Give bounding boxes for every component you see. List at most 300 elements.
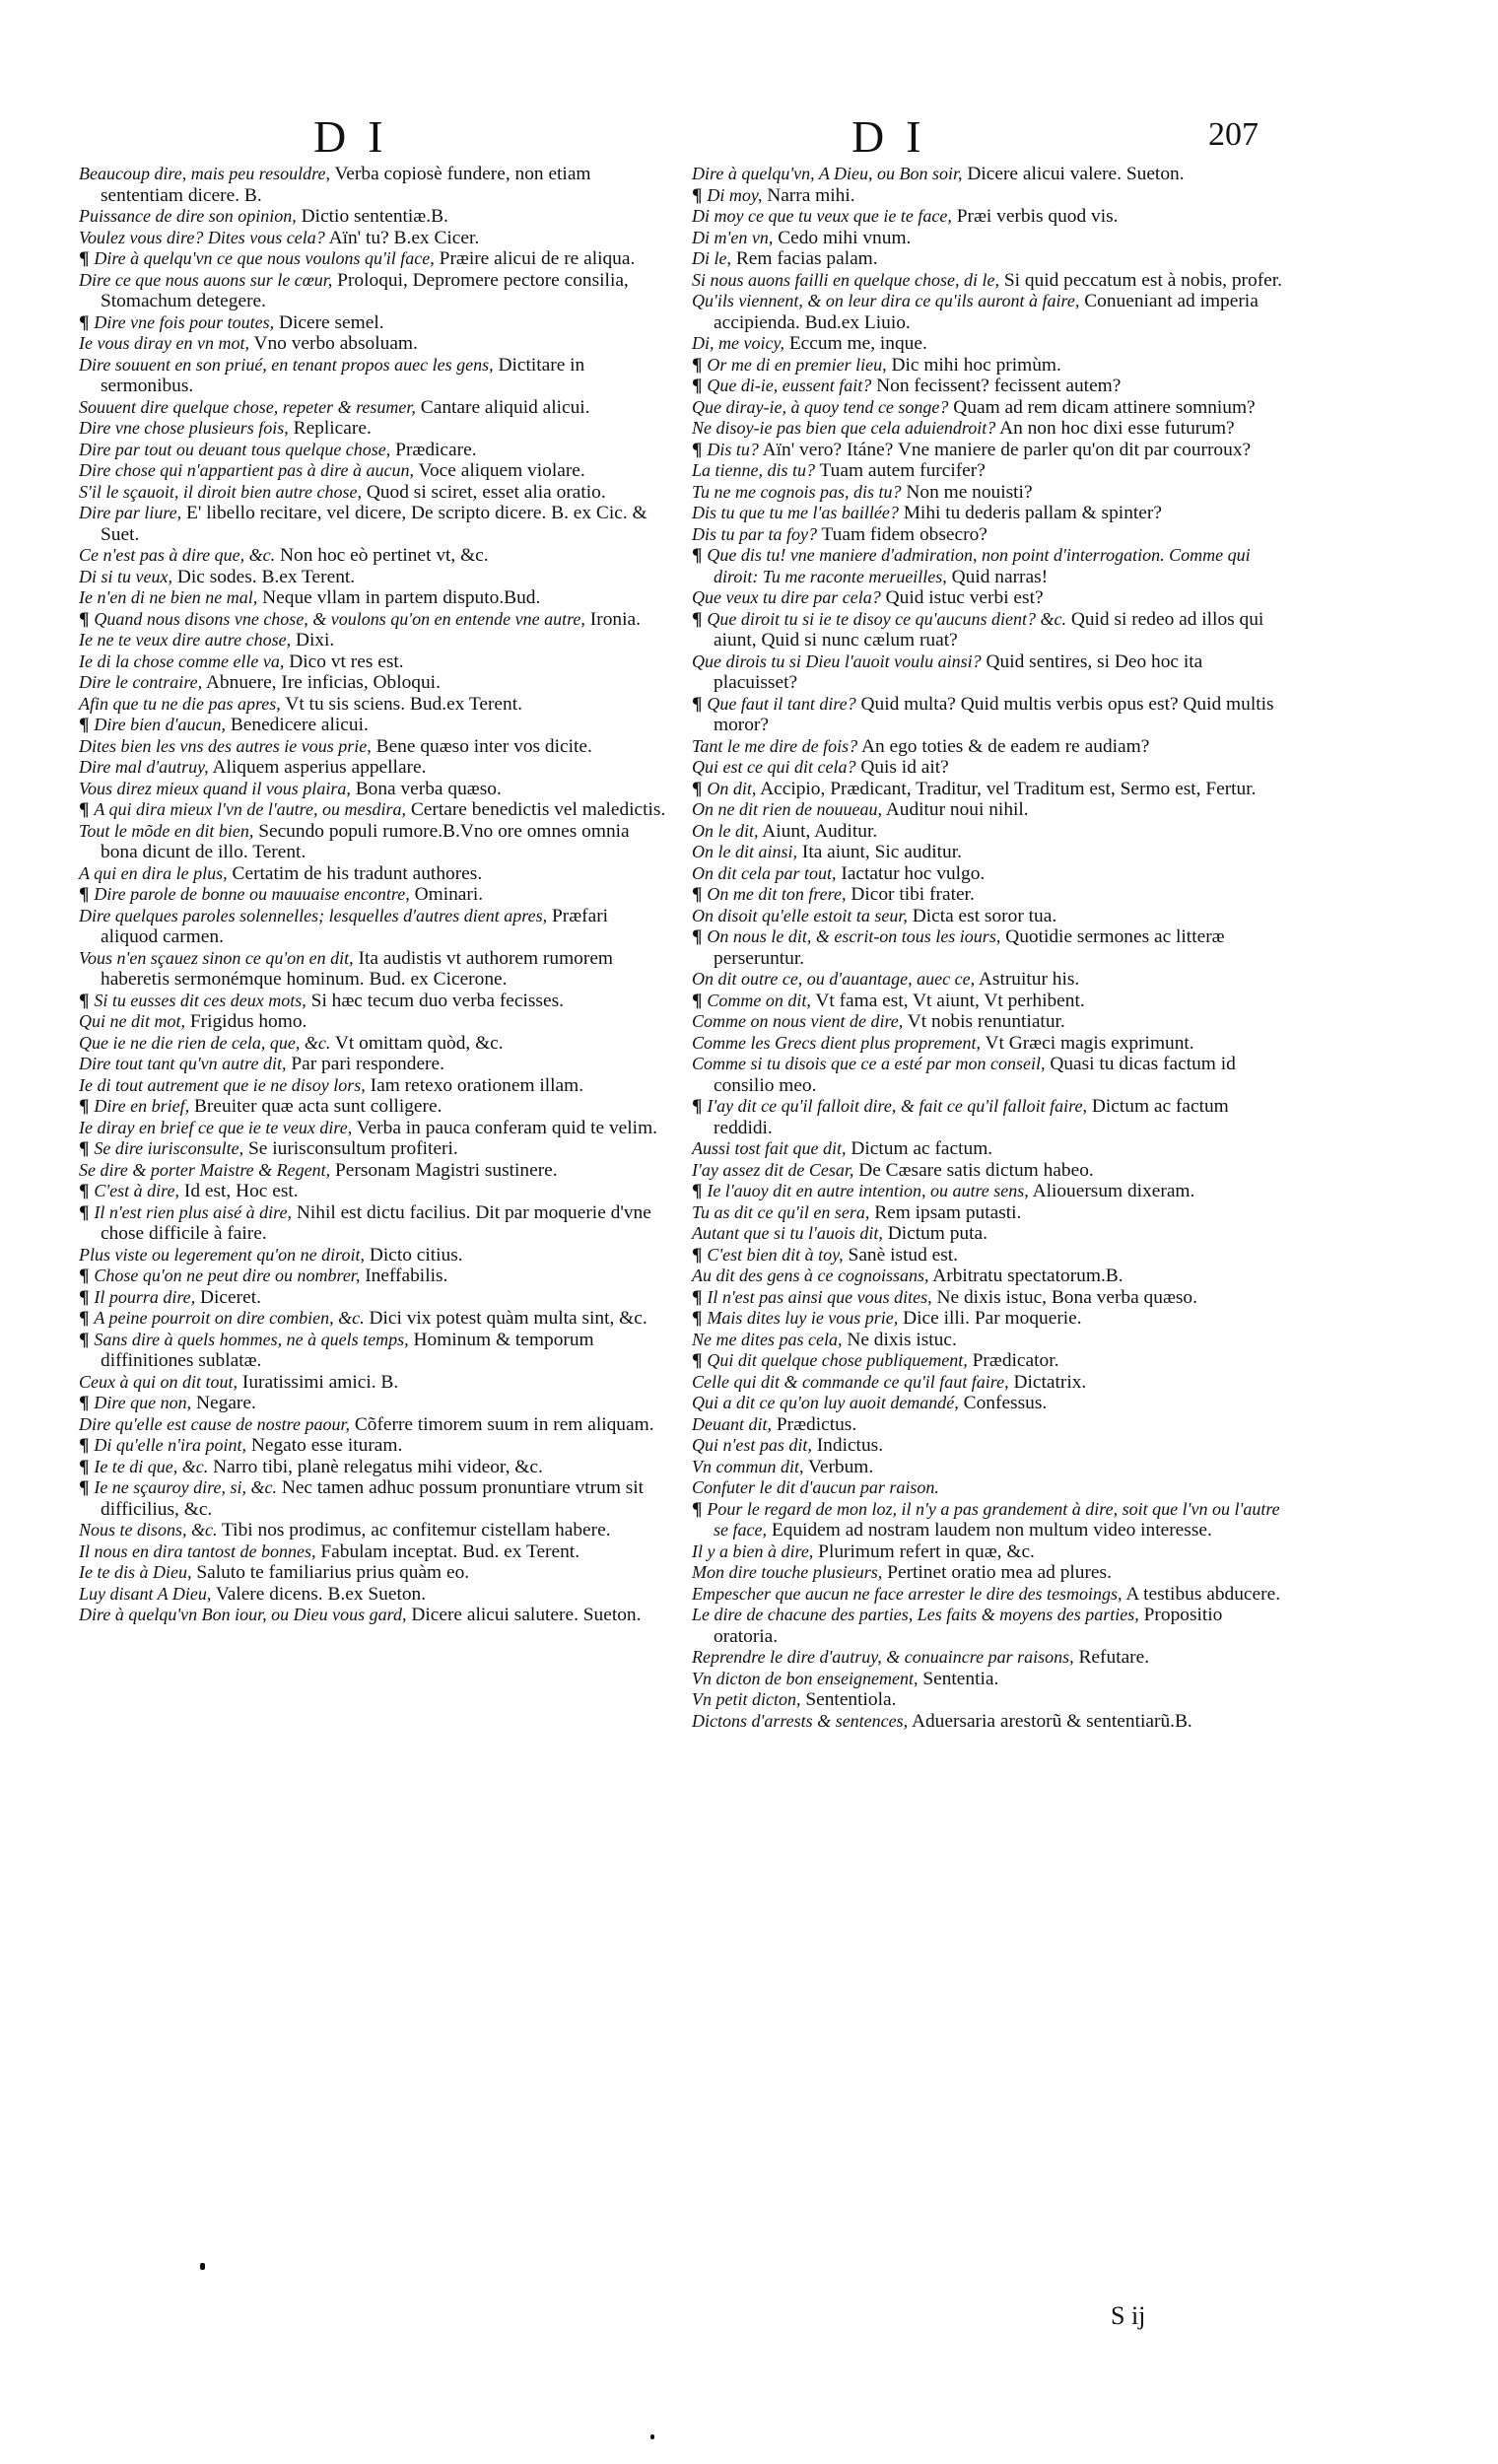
latin-equivalent: Equidem ad nostram laudem non multum video interesse. xyxy=(771,1520,1212,1540)
pilcrow-mark: ¶ xyxy=(79,1286,95,1308)
latin-equivalent: Confessus. xyxy=(963,1393,1048,1413)
french-phrase: Di m'en vn, xyxy=(692,227,774,247)
signature-mark: S ij xyxy=(1111,2301,1146,2330)
pilcrow-mark: ¶ xyxy=(692,1096,708,1117)
pilcrow-mark: ¶ xyxy=(79,1138,95,1159)
latin-equivalent: Dictitare in sermonibus. xyxy=(101,354,585,396)
dictionary-entry xyxy=(79,1414,670,1436)
dictionary-entry xyxy=(692,1330,1283,1351)
latin-equivalent: Dictum ac factum reddidi. xyxy=(714,1096,1229,1138)
latin-equivalent: Præi verbis quod vis. xyxy=(956,206,1119,227)
french-phrase: Dire en brief, xyxy=(94,1096,190,1116)
latin-equivalent: Quid multa? Quid multis verbis opus est? Quid multis moror? xyxy=(714,693,1274,735)
french-phrase: Qui a dit ce qu'on luy auoit demandé, xyxy=(692,1393,959,1412)
dictionary-entry xyxy=(692,991,1283,1012)
dictionary-entry xyxy=(79,694,670,716)
dictionary-entry xyxy=(692,842,1283,863)
dictionary-entry xyxy=(79,1372,670,1394)
dictionary-entry xyxy=(79,206,670,228)
dictionary-entry xyxy=(692,1669,1283,1690)
dictionary-entry xyxy=(692,969,1283,991)
latin-equivalent: Aliquem asperius appellare. xyxy=(212,757,427,778)
french-phrase: Ne me dites pas cela, xyxy=(692,1329,843,1349)
pilcrow-mark: ¶ xyxy=(692,1498,708,1520)
dictionary-entry xyxy=(692,587,1283,609)
latin-equivalent: Quasi tu dicas factum id consilio meo. xyxy=(714,1054,1236,1096)
french-phrase: Dire quelques paroles solennelles; lesquelles d'autres dient apres, xyxy=(79,905,548,925)
latin-equivalent: Saluto te familiarius prius quàm eo. xyxy=(196,1562,470,1583)
latin-equivalent: Mihi tu dederis pallam & spinter? xyxy=(903,503,1162,523)
french-phrase: Il n'est pas ainsi que vous dites, xyxy=(707,1286,932,1307)
pilcrow-mark: ¶ xyxy=(692,884,708,905)
latin-equivalent: Eccum me, inque. xyxy=(788,333,927,354)
french-phrase: Reprendre le dire d'autruy, & conuaincre par raisons, xyxy=(692,1647,1074,1667)
latin-equivalent: Dicor tibi frater. xyxy=(851,884,975,905)
french-phrase: Voulez vous dire? Dites vous cela? xyxy=(79,227,325,247)
latin-equivalent: Dixi. xyxy=(295,630,335,650)
french-phrase: Dire souuent en son priué, en tenant propos auec les gens, xyxy=(79,354,494,375)
french-phrase: Ie ne sçauroy dire, si, &c. xyxy=(94,1477,277,1497)
pilcrow-mark: ¶ xyxy=(692,1181,708,1201)
pilcrow-mark: ¶ xyxy=(79,311,95,333)
latin-equivalent: Quotidie sermones ac litteræ perseruntur. xyxy=(714,926,1225,969)
latin-equivalent: Par pari respondere. xyxy=(291,1054,444,1074)
dictionary-entry xyxy=(79,545,670,567)
dictionary-entry xyxy=(79,587,670,609)
french-phrase: Dire à quelqu'vn, A Dieu, ou Bon soir, xyxy=(692,164,963,183)
pilcrow-mark: ¶ xyxy=(692,1286,708,1308)
latin-equivalent: Ita aiunt, Sic auditur. xyxy=(801,842,962,862)
latin-equivalent: A testibus abducere. xyxy=(1125,1583,1281,1605)
pilcrow-mark: ¶ xyxy=(692,376,708,396)
french-phrase: Que veux tu dire par cela? xyxy=(692,587,881,607)
french-phrase: Il pourra dire, xyxy=(94,1286,196,1307)
latin-equivalent: Nec tamen adhuc possum pronuntiare vtrum sit difficilius, &c. xyxy=(101,1477,645,1520)
dictionary-entry xyxy=(692,1605,1283,1647)
dictionary-entry xyxy=(692,1223,1283,1245)
french-phrase: Confuter le dit d'aucun par raison. xyxy=(692,1477,939,1497)
dictionary-entry xyxy=(79,1011,670,1033)
dictionary-entry xyxy=(79,1075,670,1097)
dictionary-entry xyxy=(79,440,670,461)
dictionary-entry xyxy=(692,503,1283,524)
french-phrase: Ie ne te veux dire autre chose, xyxy=(79,630,292,650)
french-phrase: Deuant dit, xyxy=(692,1413,772,1434)
latin-equivalent: Quid istuc verbi est? xyxy=(885,587,1044,608)
french-phrase: A peine pourroit on dire combien, &c. xyxy=(94,1308,365,1328)
latin-equivalent: Quid si redeo ad illos qui aiunt, Quid si nunc cælum ruat? xyxy=(714,608,1264,650)
dictionary-entry xyxy=(79,1096,670,1118)
latin-equivalent: Certare benedictis vel maledictis. xyxy=(410,799,666,820)
dictionary-entry xyxy=(79,609,670,631)
french-phrase: Dire à quelqu'vn Bon iour, ou Dieu vous gard, xyxy=(79,1605,407,1624)
french-phrase: C'est à dire, xyxy=(94,1181,180,1200)
french-phrase: Vous n'en sçauez sinon ce qu'on en dit, xyxy=(79,947,354,968)
dictionary-entry xyxy=(79,630,670,651)
french-phrase: Si nous auons failli en quelque chose, di le, xyxy=(692,269,999,290)
pilcrow-mark: ¶ xyxy=(79,248,95,269)
latin-equivalent: Vt tu sis sciens. Bud.ex Terent. xyxy=(285,693,522,715)
pilcrow-mark: ¶ xyxy=(79,1329,95,1350)
dictionary-entry xyxy=(692,1584,1283,1606)
french-phrase: Ie diray en brief ce que ie te veux dire, xyxy=(79,1117,353,1137)
latin-equivalent: Dic mihi hoc primùm. xyxy=(891,354,1061,376)
dictionary-entry xyxy=(79,1393,670,1414)
latin-equivalent: Sententia. xyxy=(922,1668,999,1689)
latin-equivalent: Hominum & temporum diffinitiones sublatæ. xyxy=(101,1329,594,1371)
latin-equivalent: Non fecissent? fecissent autem? xyxy=(876,376,1122,396)
latin-equivalent: Bona verba quæso. xyxy=(355,778,502,799)
latin-equivalent: Nihil est dictu facilius. Dit par moquerie d'vne chose difficile à faire. xyxy=(101,1201,651,1244)
french-phrase: On dit, xyxy=(707,778,757,798)
dictionary-entry xyxy=(79,228,670,249)
french-phrase: Le dire de chacune des parties, Les faits & moyens des parties, xyxy=(692,1605,1139,1624)
dictionary-entry xyxy=(79,418,670,440)
french-phrase: Vn dicton de bon enseignement, xyxy=(692,1668,919,1688)
french-phrase: Comme si tu disois que ce a esté par mon conseil, xyxy=(692,1054,1046,1073)
french-phrase: Tu as dit ce qu'il en sera, xyxy=(692,1201,870,1222)
latin-equivalent: Vt omittam quòd, &c. xyxy=(334,1032,504,1054)
latin-equivalent: Quid narras! xyxy=(951,566,1049,587)
french-phrase: Dis tu que tu me l'as baillée? xyxy=(692,503,899,522)
latin-equivalent: Benedicere alicui. xyxy=(230,715,369,735)
latin-equivalent: Secundo populi rumore.B.Vno ore omnes omnia bona dicunt de illo. Terent. xyxy=(101,820,630,862)
french-phrase: Di, me voicy, xyxy=(692,333,784,353)
latin-equivalent: Voce aliquem violare. xyxy=(418,460,585,481)
latin-equivalent: Iam retexo orationem illam. xyxy=(370,1074,584,1096)
latin-equivalent: Sententiola. xyxy=(805,1689,897,1710)
french-phrase: Dis tu par ta foy? xyxy=(692,523,818,544)
latin-equivalent: Aiunt, Auditur. xyxy=(762,820,878,842)
running-head-left: DI xyxy=(313,111,405,162)
french-phrase: Qu'ils viennent, & on leur dira ce qu'ils auront à faire, xyxy=(692,291,1080,310)
dictionary-entry xyxy=(692,1054,1283,1096)
latin-equivalent: De Cæsare satis dictum habeo. xyxy=(858,1159,1094,1181)
french-phrase: Quand nous disons vne chose, & voulons qu'on en entende vne autre, xyxy=(94,608,585,629)
latin-equivalent: Prædicare. xyxy=(395,439,477,460)
dictionary-entry xyxy=(692,757,1283,779)
latin-equivalent: Ominari. xyxy=(414,884,484,905)
dictionary-entry xyxy=(692,397,1283,419)
french-phrase: Se dire iurisconsulte, xyxy=(94,1138,244,1158)
french-phrase: Qui est ce qui dit cela? xyxy=(692,757,856,777)
french-phrase: On le dit ainsi, xyxy=(692,842,797,861)
french-phrase: Ie l'auoy dit en autre intention, ou autre sens, xyxy=(707,1181,1029,1200)
french-phrase: Ie di tout autrement que ie ne disoy lors, xyxy=(79,1074,366,1095)
dictionary-entry xyxy=(79,779,670,800)
pilcrow-mark: ¶ xyxy=(79,1181,95,1201)
french-phrase: Dire vne chose plusieurs fois, xyxy=(79,418,289,438)
latin-equivalent: Quid sentires, si Deo hoc ita placuisset? xyxy=(714,650,1203,693)
french-phrase: On dit outre ce, ou d'auantage, auec ce, xyxy=(692,969,976,989)
latin-equivalent: Tibi nos prodimus, ac confitemur cistellam habere. xyxy=(222,1520,611,1540)
dictionary-entry xyxy=(692,1541,1283,1563)
dictionary-entry xyxy=(692,736,1283,758)
french-phrase: Vn petit dicton, xyxy=(692,1689,801,1709)
french-phrase: Dire ce que nous auons sur le cœur, xyxy=(79,269,333,290)
french-phrase: Dire qu'elle est cause de nostre paour, xyxy=(79,1413,350,1434)
dictionary-entry xyxy=(79,651,670,673)
french-phrase: Or me di en premier lieu, xyxy=(707,354,887,375)
latin-equivalent: Personam Magistri sustinere. xyxy=(334,1159,558,1181)
pilcrow-mark: ¶ xyxy=(692,608,708,630)
dictionary-entry xyxy=(692,1350,1283,1372)
latin-equivalent: Dic sodes. B.ex Terent. xyxy=(176,566,356,587)
french-phrase: Tant le me dire de fois? xyxy=(692,735,858,756)
latin-equivalent: Præire alicui de re aliqua. xyxy=(439,248,636,269)
french-phrase: I'ay dit ce qu'il falloit dire, & fait ce qu'il falloit faire, xyxy=(707,1096,1087,1116)
dictionary-entry xyxy=(79,1181,670,1202)
french-phrase: Si tu eusses dit ces deux mots, xyxy=(94,990,306,1010)
french-phrase: Qui ne dit mot, xyxy=(79,1011,185,1031)
latin-equivalent: Dictum ac factum. xyxy=(851,1138,993,1159)
latin-equivalent: Auditur noui nihil. xyxy=(885,799,1029,820)
french-phrase: Ie te di que, &c. xyxy=(94,1456,209,1476)
dictionary-entry xyxy=(692,418,1283,440)
latin-equivalent: Conueniant ad imperia accipienda. Bud.ex Liuio. xyxy=(714,291,1259,333)
dictionary-entry xyxy=(79,821,670,863)
french-phrase: Ie te dis à Dieu, xyxy=(79,1562,192,1582)
latin-equivalent: An ego toties & de eadem re audiam? xyxy=(860,735,1150,757)
latin-equivalent: Rem facias palam. xyxy=(735,248,878,269)
dictionary-entry xyxy=(79,1584,670,1606)
latin-equivalent: Arbitratu spectatorum.B. xyxy=(932,1266,1124,1286)
latin-equivalent: Negare. xyxy=(196,1393,256,1413)
dictionary-entry xyxy=(79,1330,670,1372)
dictionary-entry xyxy=(692,651,1283,694)
french-phrase: A qui dira mieux l'vn de l'autre, ou mesdira, xyxy=(94,799,406,819)
latin-equivalent: Dictum puta. xyxy=(887,1223,987,1244)
dictionary-entry xyxy=(692,1647,1283,1669)
dictionary-entry xyxy=(692,164,1283,185)
dictionary-entry xyxy=(692,609,1283,651)
dictionary-entry xyxy=(79,397,670,419)
dictionary-entry xyxy=(692,333,1283,355)
dictionary-entry xyxy=(692,376,1283,397)
dictionary-entry xyxy=(692,1181,1283,1202)
french-phrase: Di le, xyxy=(692,248,731,268)
ink-dot xyxy=(200,2263,205,2270)
dictionary-entry xyxy=(692,926,1283,969)
latin-equivalent: Dico vt res est. xyxy=(289,650,404,672)
dictionary-entry xyxy=(79,1605,670,1626)
running-head-right: DI xyxy=(851,111,943,162)
dictionary-entry xyxy=(692,1202,1283,1224)
french-phrase: Ne disoy-ie pas bien que cela aduiendroit? xyxy=(692,418,996,438)
french-phrase: Ie vous diray en vn mot, xyxy=(79,333,249,353)
latin-equivalent: Narro tibi, planè relegatus mihi videor, &c. xyxy=(213,1456,543,1477)
latin-equivalent: Si hæc tecum duo verba fecisses. xyxy=(310,990,564,1011)
pilcrow-mark: ¶ xyxy=(692,184,708,206)
dictionary-entry xyxy=(692,1160,1283,1182)
latin-equivalent: Rem ipsam putasti. xyxy=(874,1201,1022,1223)
latin-equivalent: Propositio oratoria. xyxy=(714,1605,1223,1647)
latin-equivalent: Bene quæso inter vos dicite. xyxy=(375,735,592,757)
dictionary-entry xyxy=(79,1160,670,1182)
dictionary-entry xyxy=(692,482,1283,504)
dictionary-entry xyxy=(692,248,1283,270)
dictionary-entry xyxy=(79,482,670,504)
latin-equivalent: Tuam fidem obsecro? xyxy=(821,523,987,545)
pilcrow-mark: ¶ xyxy=(79,1477,95,1498)
dictionary-entry xyxy=(79,248,670,270)
french-phrase: Ie di la chose comme elle va, xyxy=(79,650,285,671)
french-phrase: Afin que tu ne die pas apres, xyxy=(79,693,281,714)
french-phrase: Que dis tu! vne maniere d'admiration, non point d'interrogation. Comme qui diroit: Tu me raconte merueilles, xyxy=(707,545,1251,586)
french-phrase: Que di-ie, eussent fait? xyxy=(707,376,872,395)
french-phrase: Di moy ce que tu veux que ie te face, xyxy=(692,206,952,226)
french-phrase: Que diroit tu si ie te disoy ce qu'aucuns dient? &c. xyxy=(707,608,1066,629)
dictionary-entry xyxy=(692,1266,1283,1287)
dictionary-entry xyxy=(692,291,1283,333)
page-number: 207 xyxy=(1208,116,1259,153)
dictionary-entry xyxy=(692,1435,1283,1457)
french-phrase: On le dit, xyxy=(692,820,759,841)
pilcrow-mark: ¶ xyxy=(79,608,95,630)
french-phrase: S'il le sçauoit, il diroit bien autre chose, xyxy=(79,481,362,502)
dictionary-entry xyxy=(79,1287,670,1309)
french-phrase: La tienne, dis tu? xyxy=(692,460,815,480)
dictionary-entry xyxy=(692,524,1283,546)
pilcrow-mark: ¶ xyxy=(79,1393,95,1413)
french-phrase: On ne dit rien de nouueau, xyxy=(692,799,882,819)
latin-equivalent: Præfari aliquod carmen. xyxy=(101,905,609,947)
latin-equivalent: Quam ad rem dicam attinere somnium? xyxy=(953,396,1256,418)
latin-equivalent: Pertinet oratio mea ad plures. xyxy=(887,1562,1112,1583)
dictionary-entry xyxy=(79,164,670,206)
left-column xyxy=(79,164,670,1626)
dictionary-entry xyxy=(692,779,1283,800)
dictionary-entry xyxy=(79,1457,670,1478)
pilcrow-mark: ¶ xyxy=(79,1266,95,1286)
latin-equivalent: Cantare aliquid alicui. xyxy=(420,396,590,418)
dictionary-entry xyxy=(79,884,670,906)
french-phrase: Di moy, xyxy=(707,184,763,205)
latin-equivalent: Cõferre timorem suum in rem aliquam. xyxy=(354,1413,654,1435)
french-phrase: Dire par liure, xyxy=(79,503,182,522)
french-phrase: Que faut il tant dire? xyxy=(707,693,856,714)
dictionary-entry xyxy=(692,1711,1283,1733)
dictionary-entry xyxy=(692,821,1283,843)
french-phrase: Comme les Grecs dient plus proprement, xyxy=(692,1032,981,1053)
latin-equivalent: Dicto citius. xyxy=(369,1244,463,1266)
dictionary-entry xyxy=(79,736,670,758)
dictionary-entry xyxy=(692,906,1283,927)
french-phrase: Dire chose qui n'appartient pas à dire à aucun, xyxy=(79,460,414,480)
latin-equivalent: Fabulam inceptat. Bud. ex Terent. xyxy=(320,1540,580,1562)
latin-equivalent: Aliouersum dixeram. xyxy=(1032,1181,1195,1201)
french-phrase: Mais dites luy ie vous prie, xyxy=(707,1308,899,1328)
french-phrase: On me dit ton frere, xyxy=(707,884,847,904)
french-phrase: Dictons d'arrests & sentences, xyxy=(692,1710,909,1731)
french-phrase: On disoit qu'elle estoit ta seur, xyxy=(692,905,908,925)
dictionary-entry xyxy=(692,1011,1283,1033)
latin-equivalent: Dici vix potest quàm multa sint, &c. xyxy=(369,1308,647,1329)
dictionary-entry xyxy=(692,1689,1283,1711)
pilcrow-mark: ¶ xyxy=(692,778,708,799)
dictionary-entry xyxy=(79,1520,670,1541)
latin-equivalent: An non hoc dixi esse futurum? xyxy=(999,418,1235,439)
latin-equivalent: Dictio sententiæ.B. xyxy=(301,206,448,227)
dictionary-entry xyxy=(692,1287,1283,1309)
french-phrase: Dire parole de bonne ou mauuaise encontre, xyxy=(94,884,410,904)
french-phrase: Ie n'en di ne bien ne mal, xyxy=(79,587,258,607)
french-phrase: Dire par tout ou deuant tous quelque chose, xyxy=(79,439,391,459)
latin-equivalent: Abnuere, Ire inficias, Obloqui. xyxy=(205,672,441,693)
dictionary-entry xyxy=(692,1372,1283,1394)
french-phrase: Dire tout tant qu'vn autre dit, xyxy=(79,1054,287,1073)
latin-equivalent: Ineffabilis. xyxy=(365,1266,448,1286)
dictionary-entry xyxy=(692,355,1283,376)
dictionary-entry xyxy=(692,1393,1283,1414)
french-phrase: Dire mal d'autruy, xyxy=(79,757,209,777)
latin-equivalent: Quod si sciret, esset alia oratio. xyxy=(366,481,606,503)
latin-equivalent: Plurimum refert in quæ, &c. xyxy=(818,1540,1035,1562)
latin-equivalent: Ironia. xyxy=(589,608,641,630)
dictionary-entry xyxy=(79,503,670,545)
french-phrase: Mon dire touche plusieurs, xyxy=(692,1562,883,1582)
latin-equivalent: Breuiter quæ acta sunt colligere. xyxy=(194,1096,443,1117)
french-phrase: Souuent dire quelque chose, repeter & resumer, xyxy=(79,396,416,417)
latin-equivalent: Dice illi. Par moquerie. xyxy=(903,1308,1082,1329)
french-phrase: Luy disant A Dieu, xyxy=(79,1583,212,1604)
french-phrase: Dire bien d'aucun, xyxy=(94,715,226,734)
dictionary-entry xyxy=(692,884,1283,906)
latin-equivalent: Indictus. xyxy=(816,1435,884,1456)
dictionary-entry xyxy=(79,1245,670,1266)
latin-equivalent: Astruitur his. xyxy=(978,969,1080,990)
latin-equivalent: Vt nobis renuntiatur. xyxy=(907,1011,1065,1032)
pilcrow-mark: ¶ xyxy=(692,693,708,715)
french-phrase: Dire le contraire, xyxy=(79,672,203,692)
french-phrase: Qui dit quelque chose publiquement, xyxy=(707,1350,968,1370)
dictionary-entry xyxy=(79,355,670,397)
french-phrase: Se dire & porter Maistre & Regent, xyxy=(79,1159,331,1180)
dictionary-entry xyxy=(692,1308,1283,1330)
french-phrase: C'est bien dit à toy, xyxy=(707,1244,844,1265)
latin-equivalent: Dicere alicui valere. Sueton. xyxy=(967,164,1185,184)
latin-equivalent: Iuratissimi amici. B. xyxy=(241,1371,399,1393)
dictionary-entry xyxy=(79,1138,670,1160)
dictionary-entry xyxy=(79,1202,670,1245)
latin-equivalent: Aïn' vero? Itáne? Vne maniere de parler qu'on dit par courroux? xyxy=(762,439,1252,460)
dictionary-entry xyxy=(692,1245,1283,1266)
french-phrase: On dit cela par tout, xyxy=(692,862,837,883)
latin-equivalent: Diceret. xyxy=(200,1286,261,1308)
pilcrow-mark: ¶ xyxy=(79,715,95,735)
french-phrase: On nous le dit, & escrit-on tous les iours, xyxy=(707,926,1001,946)
latin-equivalent: Quis id ait? xyxy=(860,757,949,778)
french-phrase: Di si tu veux, xyxy=(79,566,172,586)
pilcrow-mark: ¶ xyxy=(79,799,95,820)
latin-equivalent: Non hoc eò pertinet vt, &c. xyxy=(280,545,489,566)
french-phrase: Dis tu? xyxy=(707,439,759,459)
dictionary-entry xyxy=(692,228,1283,249)
dictionary-entry xyxy=(692,206,1283,228)
dictionary-entry xyxy=(692,440,1283,461)
pilcrow-mark: ¶ xyxy=(692,439,708,460)
latin-equivalent: Sanè istud est. xyxy=(848,1244,959,1266)
french-phrase: Ce n'est pas à dire que, &c. xyxy=(79,545,276,565)
dictionary-entry xyxy=(79,1033,670,1055)
french-phrase: Dire à quelqu'vn ce que nous voulons qu'il face, xyxy=(94,248,435,268)
dictionary-entry xyxy=(79,672,670,694)
dictionary-entry xyxy=(692,545,1283,587)
latin-equivalent: Proloqui, Depromere pectore consilia, Stomachum detegere. xyxy=(101,269,629,311)
dictionary-entry xyxy=(692,1499,1283,1541)
dictionary-entry xyxy=(692,1033,1283,1055)
dictionary-entry xyxy=(692,694,1283,736)
